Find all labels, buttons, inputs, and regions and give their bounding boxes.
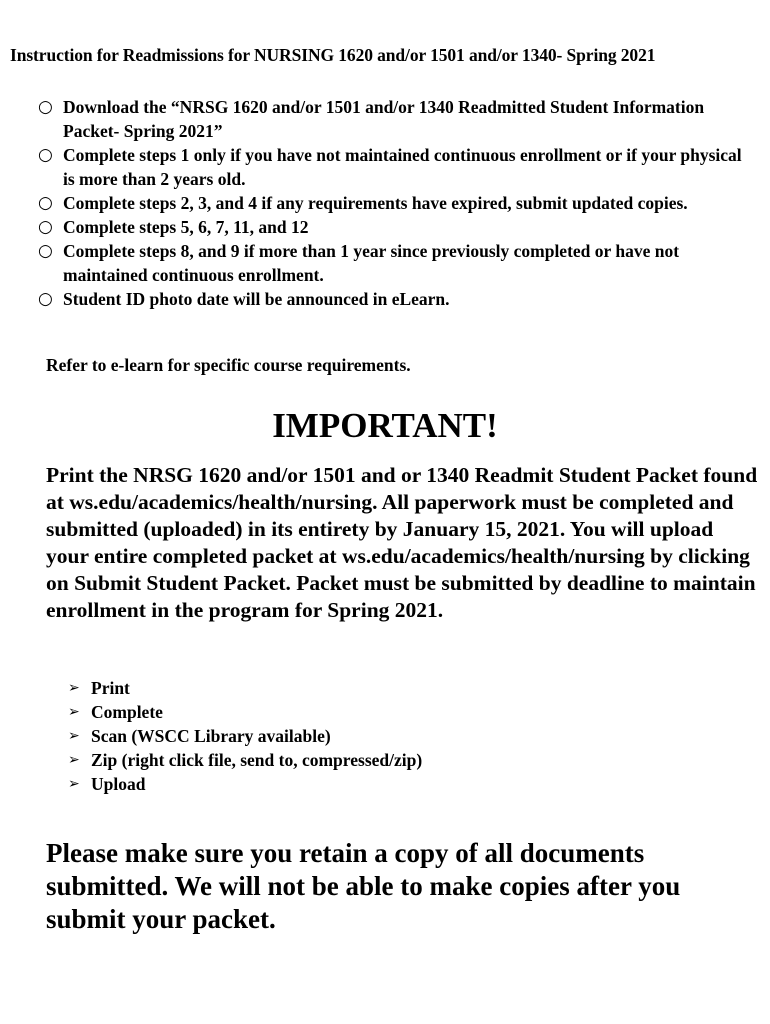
- step-text: Download the “NRSG 1620 and/or 1501 and/or 1340 Readmitted Student Information Packet- Spring 2021”: [63, 97, 705, 141]
- retain-notice: Please make sure you retain a copy of all documents submitted. We will not be able to make copies after you submit your packet.: [46, 838, 681, 934]
- circle-bullet-icon: ○: [38, 97, 53, 117]
- arrow-bullet-icon: ➢: [68, 704, 80, 720]
- list-item: [68, 748, 422, 772]
- step-text: Student ID photo date will be announced in eLearn.: [63, 289, 450, 309]
- list-item: [38, 95, 750, 143]
- list-item: [38, 143, 750, 191]
- circle-bullet-icon: ○: [38, 217, 53, 237]
- arrow-bullet-icon: ➢: [68, 776, 80, 792]
- process-step-text: Zip (right click file, send to, compressed/zip): [91, 750, 423, 770]
- step-text: Complete steps 2, 3, and 4 if any requirements have expired, submit updated copies.: [63, 193, 688, 213]
- list-item: [38, 239, 750, 287]
- list-item: [38, 215, 750, 239]
- arrow-bullet-icon: ➢: [68, 680, 80, 696]
- important-heading: IMPORTANT!: [272, 406, 498, 445]
- list-item: [38, 191, 750, 215]
- list-item: [68, 772, 422, 796]
- circle-bullet-icon: ○: [38, 193, 53, 213]
- circle-bullet-icon: ○: [38, 289, 53, 309]
- important-paragraph: Print the NRSG 1620 and/or 1501 and or 1340 Readmit Student Packet found at ws.edu/academics/health/nursing. All paperwork must be completed and submitted (uploaded) in its entirety by January 15, 2021. You will upload your entire completed packet at ws.edu/academics/health/nursing by clicking on Submit Student Packet. Packet must be submitted by deadline to maintain enrollment in the program for Spring 2021.: [46, 463, 758, 622]
- step-text: Complete steps 8, and 9 if more than 1 year since previously completed or have not maintained continuous enrollment.: [63, 241, 680, 285]
- list-item: [68, 676, 422, 700]
- arrow-bullet-icon: ➢: [68, 752, 80, 768]
- refer-text: Refer to e-learn for specific course requirements.: [46, 355, 411, 375]
- process-step-text: Complete: [91, 702, 163, 722]
- process-step-text: Print: [91, 678, 130, 698]
- step-text: Complete steps 1 only if you have not maintained continuous enrollment or if your physical is more than 2 years old.: [63, 145, 742, 189]
- list-item: [68, 700, 422, 724]
- document-title: Instruction for Readmissions for NURSING 1620 and/or 1501 and/or 1340- Spring 2021: [10, 45, 656, 65]
- circle-bullet-icon: ○: [38, 145, 53, 165]
- process-step-text: Upload: [91, 774, 146, 794]
- list-item: [68, 724, 422, 748]
- steps-list: [38, 95, 750, 311]
- process-steps-list: [68, 676, 422, 796]
- circle-bullet-icon: ○: [38, 241, 53, 261]
- list-item: [38, 287, 750, 311]
- step-text: Complete steps 5, 6, 7, 11, and 12: [63, 217, 309, 237]
- process-step-text: Scan (WSCC Library available): [91, 726, 331, 746]
- arrow-bullet-icon: ➢: [68, 728, 80, 744]
